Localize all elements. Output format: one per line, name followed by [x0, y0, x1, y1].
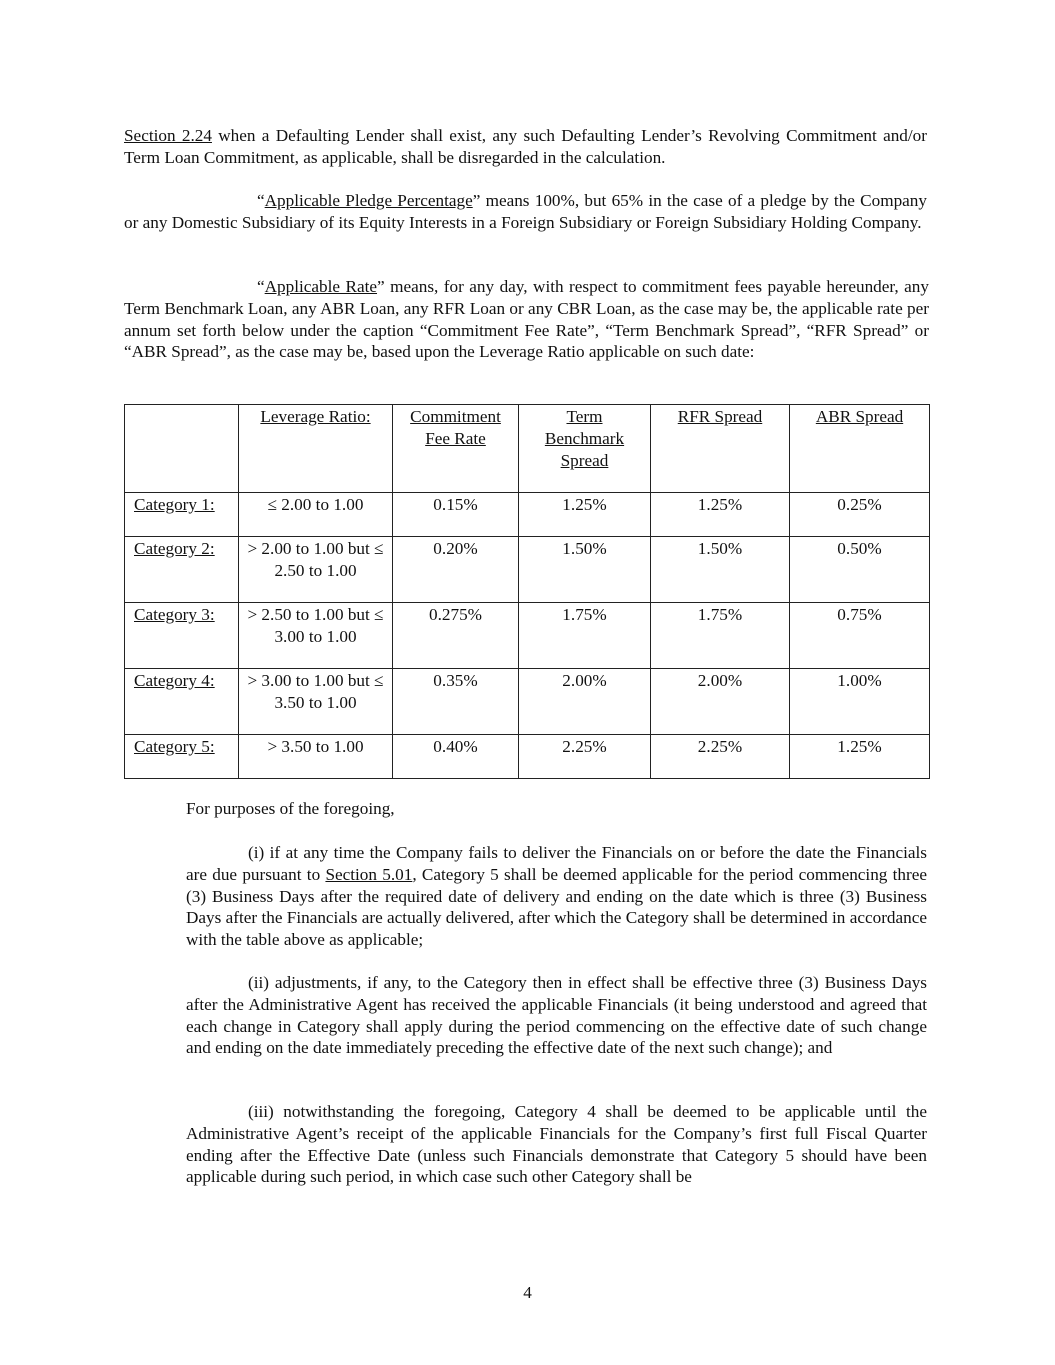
paragraph-section-2-24 — [124, 125, 927, 169]
table-cell: 0.75% — [790, 603, 930, 669]
page-number: 4 — [523, 1283, 532, 1302]
table-cell: 0.50% — [790, 537, 930, 603]
open-quote: “ — [257, 191, 265, 210]
applicable-rate-table — [124, 404, 930, 779]
table-cell: 1.75% — [651, 603, 790, 669]
paragraph-clause-i — [186, 842, 927, 951]
table-cell: 2.00% — [519, 669, 651, 735]
table-cell: 0.40% — [393, 735, 519, 779]
table-cell: 0.25% — [790, 493, 930, 537]
defined-term: Applicable Pledge Percentage — [264, 191, 473, 210]
table-header-row — [125, 405, 930, 493]
table-cell: 2.00% — [651, 669, 790, 735]
table-header-cell: ABR Spread — [790, 405, 930, 493]
table-cell: 1.50% — [651, 537, 790, 603]
table-header-cell: RFR Spread — [651, 405, 790, 493]
table-header-cell: Term Benchmark Spread — [519, 405, 651, 493]
table-cell-category: Category 5: — [125, 735, 239, 779]
table-cell-category: Category 4: — [125, 669, 239, 735]
table-cell: 1.75% — [519, 603, 651, 669]
table-row — [125, 603, 930, 669]
table-header-cell: Leverage Ratio: — [239, 405, 393, 493]
table-cell: 0.275% — [393, 603, 519, 669]
table-cell: > 2.50 to 1.00 but ≤ 3.00 to 1.00 — [239, 603, 393, 669]
open-quote: “ — [257, 277, 265, 296]
section-2-24-reference[interactable]: Section 2.24 — [124, 126, 212, 145]
paragraph-applicable-pledge-percentage — [124, 190, 927, 234]
table-row — [125, 735, 930, 779]
table-cell: 1.25% — [790, 735, 930, 779]
defined-term: Applicable Rate — [264, 277, 378, 296]
table-cell: ≤ 2.00 to 1.00 — [239, 493, 393, 537]
table-cell: 0.35% — [393, 669, 519, 735]
table-cell: > 2.00 to 1.00 but ≤ 2.50 to 1.00 — [239, 537, 393, 603]
paragraph-text: ” means 100%, but 65% in the case of a pledge by the Company or any Domestic Subsidiary of its Equity Interests in a Foreign Subsidiary or Foreign Subsidiary Holding Company. — [124, 191, 927, 232]
table-cell-category: Category 3: — [125, 603, 239, 669]
table-cell: 2.25% — [519, 735, 651, 779]
table-cell: 0.15% — [393, 493, 519, 537]
paragraph-text: ” means, for any day, with respect to commitment fees payable hereunder, any Term Benchmark Loan, any ABR Loan, any RFR Loan or any CBR Loan, as the case may be, the applicable rate per annum set forth below under the caption “Commitment Fee Rate”, “Term Benchmark Spread”, “RFR Spread” or “ABR Spread”, as the case may be, based upon the Leverage Ratio applicable on such date: — [124, 277, 929, 362]
section-5-01-reference[interactable]: Section 5.01 — [325, 864, 413, 884]
paragraph-clause-ii: (ii) adjustments, if any, to the Category then in effect shall be effective three (3) Business Days after the Administrative Agent has received the applicable Financials (it being understood and agreed that each change in Category shall apply during the period commencing on the effective date of such change and ending on the date immediately preceding the effective date of the next such change); and — [186, 973, 927, 1058]
table-cell: 1.25% — [651, 493, 790, 537]
table-header-cell: Commitment Fee Rate — [393, 405, 519, 493]
table-row — [125, 669, 930, 735]
table-row — [125, 537, 930, 603]
paragraph-clause-iii: (iii) notwithstanding the foregoing, Category 4 shall be deemed to be applicable until the Administrative Agent’s receipt of the applicable Financials for the Company’s first full Fiscal Quarter ending after the Effective Date (unless such Financials demonstrate that Category 5 should have been applicable during such period, in which case such other Category shall be — [186, 1102, 927, 1187]
table-cell: 1.50% — [519, 537, 651, 603]
paragraph-text: when a Defaulting Lender shall exist, any such Defaulting Lender’s Revolving Commitment and/or Term Loan Commitment, as applicable, shall be disregarded in the calculation. — [124, 126, 927, 167]
table-cell: 0.20% — [393, 537, 519, 603]
table-cell: > 3.00 to 1.00 but ≤ 3.50 to 1.00 — [239, 669, 393, 735]
table-cell-category: Category 1: — [125, 493, 239, 537]
table-header-cell — [125, 405, 239, 493]
table-cell-category: Category 2: — [125, 537, 239, 603]
paragraph-for-purposes: For purposes of the foregoing, — [186, 799, 395, 818]
table-row — [125, 493, 930, 537]
paragraph-applicable-rate — [124, 276, 929, 363]
table-cell: 2.25% — [651, 735, 790, 779]
paragraph-text: (i) if at any time the Company fails to deliver the Financials on or before the date the Financials are due pursuant to — [186, 843, 927, 884]
table-cell: 1.25% — [519, 493, 651, 537]
paragraph-text: , Category 5 shall be deemed applicable for the period commencing three (3) Business Days after the required date of delivery and ending on the date which is three (3) Business Days after the Financials are actually delivered, after which the Category shall be determined in accordance with the table above as applicable; — [186, 864, 927, 950]
table-cell: > 3.50 to 1.00 — [239, 735, 393, 779]
table-cell: 1.00% — [790, 669, 930, 735]
